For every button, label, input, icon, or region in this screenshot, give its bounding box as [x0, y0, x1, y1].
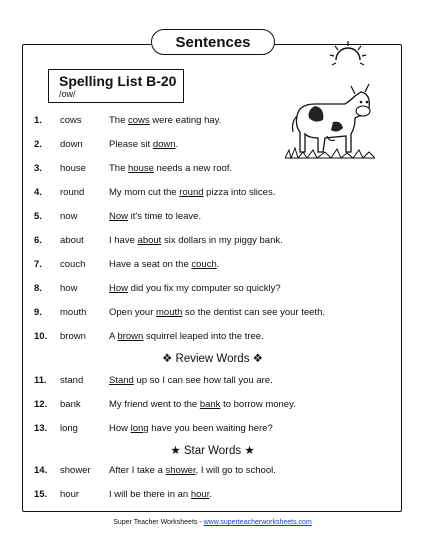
- underlined-word: brown: [117, 331, 144, 342]
- row-number: 10.: [34, 331, 48, 342]
- row-number: 4.: [34, 187, 42, 198]
- example-sentence: [109, 115, 221, 127]
- spelling-word: round: [60, 187, 85, 198]
- row-number: 3.: [34, 163, 42, 174]
- spelling-word: house: [60, 163, 86, 174]
- underlined-word: mouth: [156, 307, 183, 318]
- underlined-word: hour: [190, 489, 210, 500]
- row-number: 5.: [34, 211, 42, 222]
- spelling-word: shower: [60, 465, 91, 476]
- sentence-start: The: [109, 115, 129, 126]
- footer-link[interactable]: www.superteacherworksheets.com: [203, 519, 312, 526]
- footer: [0, 519, 425, 526]
- sentence-end: to borrow money.: [220, 399, 296, 410]
- spelling-word: cows: [60, 115, 82, 126]
- footer-text: Super Teacher Worksheets -: [113, 519, 204, 526]
- spelling-word: how: [60, 283, 78, 294]
- sentence-end: have you been waiting here?: [148, 423, 273, 434]
- row-number: 8.: [34, 283, 42, 294]
- sentence-end: .: [175, 139, 179, 150]
- sentence-start: The: [109, 163, 129, 174]
- example-sentence: [109, 187, 275, 199]
- sentence-start: My mom cut the: [109, 187, 180, 198]
- row-number: 13.: [34, 423, 48, 434]
- underlined-word: long: [130, 423, 149, 434]
- page-title: Sentences: [151, 29, 275, 55]
- spelling-word: hour: [60, 489, 80, 500]
- underlined-word: house: [128, 163, 154, 174]
- sentence-end: .: [216, 259, 220, 270]
- underlined-word: bank: [199, 399, 221, 410]
- sentence-end: were eating hay.: [149, 115, 222, 126]
- sentence-start: After I take a: [109, 465, 166, 476]
- example-sentence: [109, 139, 178, 151]
- underlined-word: Now: [109, 211, 129, 222]
- underlined-word: couch: [191, 259, 217, 270]
- sentence-end: up so I can see how tall you are.: [133, 375, 273, 386]
- underlined-word: cows: [128, 115, 150, 126]
- sentence-end: .: [209, 489, 212, 500]
- example-sentence: [109, 399, 296, 411]
- row-number: 7.: [34, 259, 42, 270]
- sentence-start: My friend went to the: [109, 399, 200, 410]
- sentence-end: , I will go to school.: [195, 465, 276, 476]
- row-number: 12.: [34, 399, 48, 410]
- row-number: 15.: [34, 489, 48, 500]
- example-sentence: [109, 331, 264, 343]
- row-number: 11.: [34, 375, 47, 386]
- underlined-word: down: [152, 139, 176, 150]
- example-sentence: [109, 423, 273, 435]
- example-sentence: [109, 259, 219, 271]
- spelling-word: brown: [60, 331, 86, 342]
- sentence-end: squirrel leaped into the tree.: [143, 331, 264, 342]
- spelling-word: about: [60, 235, 84, 246]
- sentence-end: six dollars in my piggy bank.: [161, 235, 283, 246]
- example-sentence: [109, 307, 325, 319]
- sentence-start: How: [109, 423, 131, 434]
- spelling-word: stand: [60, 375, 84, 386]
- example-sentence: [109, 163, 232, 175]
- spelling-word: down: [60, 139, 83, 150]
- row-number: 9.: [34, 307, 42, 318]
- underlined-word: about: [137, 235, 162, 246]
- spelling-word: long: [60, 423, 78, 434]
- spelling-list-box: [48, 69, 184, 103]
- sentence-end: it's time to leave.: [128, 211, 202, 222]
- spelling-word: now: [60, 211, 78, 222]
- example-sentence: [109, 465, 276, 477]
- example-sentence: [109, 211, 201, 223]
- cow-illustration: [285, 78, 375, 163]
- spelling-word: bank: [60, 399, 81, 410]
- underlined-word: round: [179, 187, 204, 198]
- sentence-end: so the dentist can see your teeth.: [182, 307, 325, 318]
- spelling-word: couch: [60, 259, 86, 270]
- sentence-end: pizza into slices.: [203, 187, 276, 198]
- row-number: 1.: [34, 115, 42, 126]
- review-words-heading: ❖ Review Words ❖: [162, 353, 263, 365]
- sun-icon: [328, 38, 368, 68]
- sentence-end: did you fix my computer so quickly?: [128, 283, 281, 294]
- row-number: 14.: [34, 465, 48, 476]
- sentence-start: Have a seat on the: [109, 259, 192, 270]
- spelling-word: mouth: [60, 307, 87, 318]
- sentence-start: Open your: [109, 307, 156, 318]
- spelling-list-sound: /ow/: [59, 89, 76, 99]
- spelling-list-title: Spelling List B-20: [59, 73, 177, 89]
- sentence-start: A: [109, 331, 118, 342]
- sentence-start: I have: [109, 235, 138, 246]
- sentence-end: needs a new roof.: [153, 163, 233, 174]
- example-sentence: [109, 235, 283, 247]
- sentence-start: I will be there in an: [109, 489, 191, 500]
- sentence-start: Please sit: [109, 139, 153, 150]
- underlined-word: shower: [165, 465, 196, 476]
- row-number: 2.: [34, 139, 42, 150]
- star-words-heading: ★ Star Words ★: [170, 445, 255, 457]
- example-sentence: [109, 375, 273, 387]
- underlined-word: How: [109, 283, 129, 294]
- underlined-word: Stand: [109, 375, 134, 386]
- example-sentence: [109, 283, 281, 295]
- example-sentence: [109, 489, 212, 501]
- row-number: 6.: [34, 235, 42, 246]
